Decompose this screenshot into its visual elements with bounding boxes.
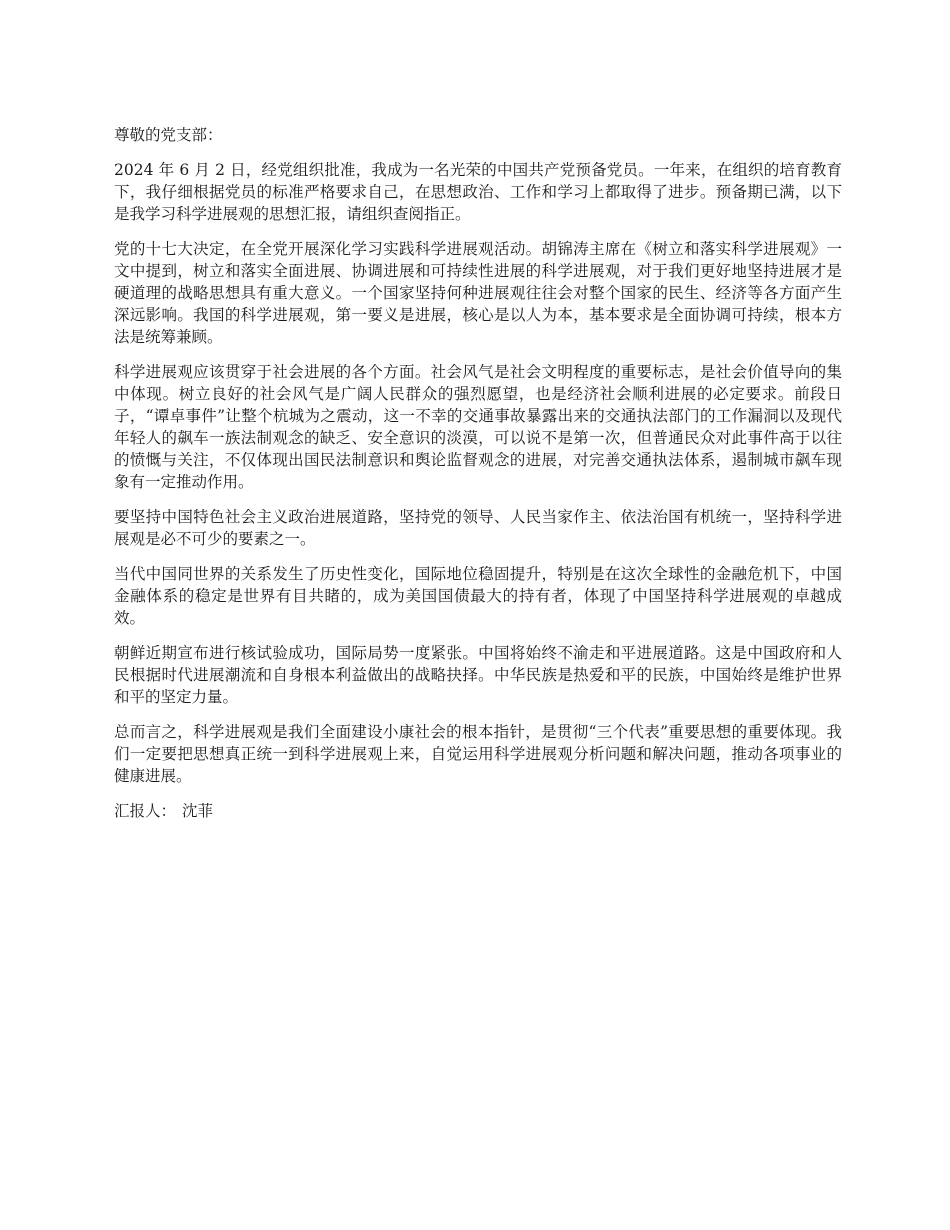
paragraph-2: 党的十七大决定，在全党开展深化学习实践科学进展观活动。胡锦涛主席在《树立和落实科学进展观》一文中提到，树立和落实全面进展、协调进展和可持续性进展的科学进展观，对于我们更好地坚持进展才是硬道理的战略思想具有重大意义。一个国家坚持何种进展观往往会对整个国家的民生、经济等各方面产生深远影响。我国的科学进展观，第一要义是进展，核心是以人为本，基本要求是全面协调可持续，根本方法是统筹兼顾。 — [114, 240, 842, 346]
paragraph-6: 朝鲜近期宣布进行核试验成功，国际局势一度紧张。中国将始终不渝走和平进展道路。这是中国政府和人民根据时代进展潮流和自身根本利益做出的战略抉择。中华民族是热爱和平的民族，中国始终是维护世界和平的坚定力量。 — [114, 644, 842, 706]
paragraph-4: 要坚持中国特色社会主义政治进展道路，坚持党的领导、人民当家作主、依法治国有机统一，坚持科学进展观是必不可少的要素之一。 — [114, 508, 842, 548]
signature — [114, 800, 842, 822]
paragraph-3: 科学进展观应该贯穿于社会进展的各个方面。社会风气是社会文明程度的重要标志，是社会价值导向的集中体现。树立良好的社会风气是广阔人民群众的强烈愿望，也是经济社会顺利进展的必定要求。前段日子，“谭卓事件”让整个杭城为之震动，这一不幸的交通事故暴露出来的交通执法部门的工作漏洞以及现代年轻人的飙车一族法制观念的缺乏、安全意识的淡漠，可以说不是第一次，但普通民众对此事件高于以往的愤慨与关注，不仅体现出国民法制意识和舆论监督观念的进展，对完善交通执法体系，遏制城市飙车现象有一定推动作用。 — [114, 363, 842, 491]
paragraph-5: 当代中国同世界的关系发生了历史性变化，国际地位稳固提升，特别是在这次全球性的金融危机下，中国金融体系的稳定是世界有目共睹的，成为美国国债最大的持有者，体现了中国坚持科学进展观的卓越成效。 — [114, 565, 842, 627]
signature-name: 沈菲 — [182, 802, 214, 820]
signature-label: 汇报人： — [114, 802, 177, 820]
salutation: 尊敬的党支部： — [114, 126, 223, 144]
paragraph-7: 总而言之，科学进展观是我们全面建设小康社会的根本指针，是贯彻“三个代表”重要思想的重要体现。我们一定要把思想真正统一到科学进展观上来，自觉运用科学进展观分析问题和解决问题，推动各项事业的健康进展。 — [114, 723, 842, 785]
paragraph-1: 2024 年 6 月 2 日，经党组织批准，我成为一名光荣的中国共产党预备党员。一年来，在组织的培育教育下，我仔细根据党员的标准严格要求自己，在思想政治、工作和学习上都取得了进步。预备期已满，以下是我学习科学进展观的思想汇报，请组织查阅指正。 — [114, 161, 842, 223]
letter-document — [114, 124, 842, 835]
